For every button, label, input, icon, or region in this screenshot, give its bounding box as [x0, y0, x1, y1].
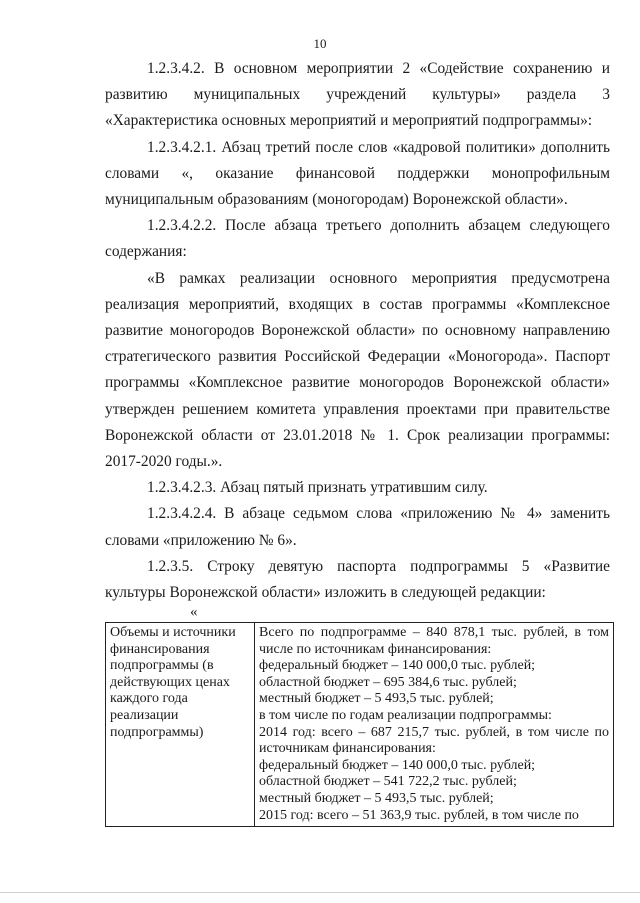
passport-table: [105, 622, 614, 827]
paragraph-1-2-3-4-2-1: 1.2.3.4.2.1. Абзац третий после слов «кадровой политики» дополнить словами «, оказание финансовой поддержки монопрофильным муниципальным образованиям (моногородам) Воронежской области».: [105, 138, 610, 209]
funding-line: местный бюджет – 5 493,5 тыс. рублей;: [259, 691, 494, 707]
funding-line: федеральный бюджет – 140 000,0 тыс. рублей;: [259, 658, 536, 674]
quoted-paragraph: «В рамках реализации основного мероприятия предусмотрена реализация мероприятий, входящих в состав программы «Комплексное развитие моногородов Воронежской области» по основному направлению стратегического развития Российской Федерации «Моногорода». Паспорт программы «Комплексное развитие моногородов Воронежской области» утвержден решением комитета управления проектами при правительстве Воронежской области от 23.01.2018 № 1. Срок реализации программы: 2017-2020 годы.».: [105, 269, 610, 471]
document-body: [105, 56, 610, 606]
paragraph-1-2-3-4-2-2: 1.2.3.4.2.2. После абзаца третьего дополнить абзацем следующего содержания:: [105, 217, 610, 261]
table-value-cell: [255, 623, 614, 827]
table-row: [106, 623, 614, 827]
funding-line: областной бюджет – 541 722,2 тыс. рублей;: [259, 774, 517, 790]
paragraph-1-2-3-5: 1.2.3.5. Строку девятую паспорта подпрограммы 5 «Развитие культуры Воронежской области» изложить в следующей редакции:: [105, 557, 610, 602]
funding-line: областной бюджет – 695 384,6 тыс. рублей;: [259, 674, 517, 690]
page-number: 10: [313, 36, 327, 51]
funding-line: местный бюджет – 5 493,5 тыс. рублей;: [259, 790, 494, 806]
funding-line: 2014 год: всего – 687 215,7 тыс. рублей, в том числе по источникам финансирования:: [259, 724, 609, 757]
funding-line: Всего по подпрограмме – 840 878,1 тыс. рублей, в том числе по источникам финансирования:: [259, 625, 609, 657]
table-label-cell: Объемы и источники финансирования подпрограммы (в действующих ценах каждого года реализации подпрограммы): [106, 623, 255, 827]
funding-line: федеральный бюджет – 140 000,0 тыс. рублей;: [259, 757, 536, 773]
bottom-scan-edge: [0, 892, 640, 893]
paragraph-1-2-3-4-2-4: 1.2.3.4.2.4. В абзаце седьмом слова «приложению № 4» заменить словами «приложению № 6».: [105, 505, 610, 549]
paragraph-1-2-3-4-2: 1.2.3.4.2. В основном мероприятии 2 «Содействие сохранению и развитию муниципальных учреждений культуры» раздела 3 «Характеристика основных мероприятий и мероприятий подпрограммы»:: [105, 60, 610, 130]
paragraph-1-2-3-4-2-3: 1.2.3.4.2.3. Абзац пятый признать утратившим силу.: [147, 479, 488, 497]
funding-line: 2015 год: всего – 51 363,9 тыс. рублей, в том числе по: [259, 807, 579, 823]
opening-quote-mark: «: [190, 604, 198, 620]
funding-line: в том числе по годам реализации подпрограммы:: [259, 707, 552, 723]
